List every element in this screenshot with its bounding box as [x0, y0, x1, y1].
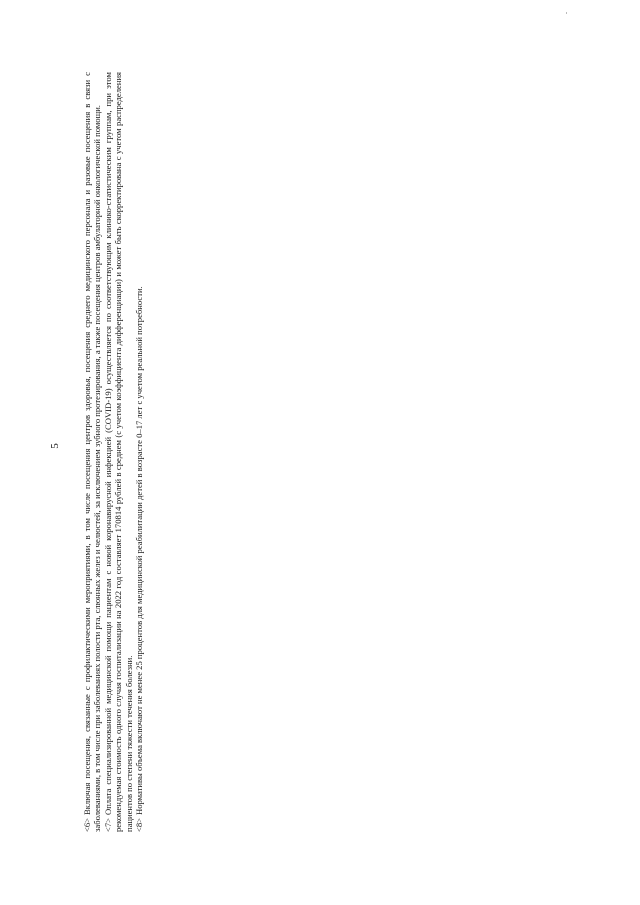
footnote-7: [103, 72, 134, 832]
footnote-text: Включая посещения, связанные с профилактическими мероприятиями, в том числе посещения центров здоровья, посещения среднего медицинского персонала и разовые посещения в связи с заболеваниями, в том числе при заболеваниях полости рта, слюнных желез и челюстей, за исключением зубного протезирования, а также посещения центров амбулаторной онкологической помощи.: [82, 72, 103, 832]
footnote-8: [134, 72, 144, 832]
footnote-text: Оплата специализированной медицинской помощи пациентам с новой коронавирусной инфекцией (COVID-19) осуществляется по соответствующим клинико-статистическим группам, при этом рекомендуемая стоимость одного случая госпитализации на 2022 год составляет 170814 рублей в среднем (с учетом коэффициента дифференциации) и может быть скорректирована с учетом распределения пациентов по степени тяжести течения болезни.: [102, 72, 134, 832]
footnote-text: Нормативы объема включают не менее 25 процентов для медицинской реабилитации детей в возрасте 0–17 лет с учетом реальной потребности.: [134, 286, 145, 815]
page-number: 5: [49, 443, 61, 449]
scan-speck: [566, 12, 567, 14]
footnotes-block: [82, 72, 144, 832]
footnotes: [82, 72, 144, 832]
footnote-6: [82, 72, 103, 832]
footnote-marker: <7>: [102, 818, 113, 832]
footnote-marker: <8>: [134, 818, 145, 832]
footnote-marker: <6>: [82, 818, 92, 832]
